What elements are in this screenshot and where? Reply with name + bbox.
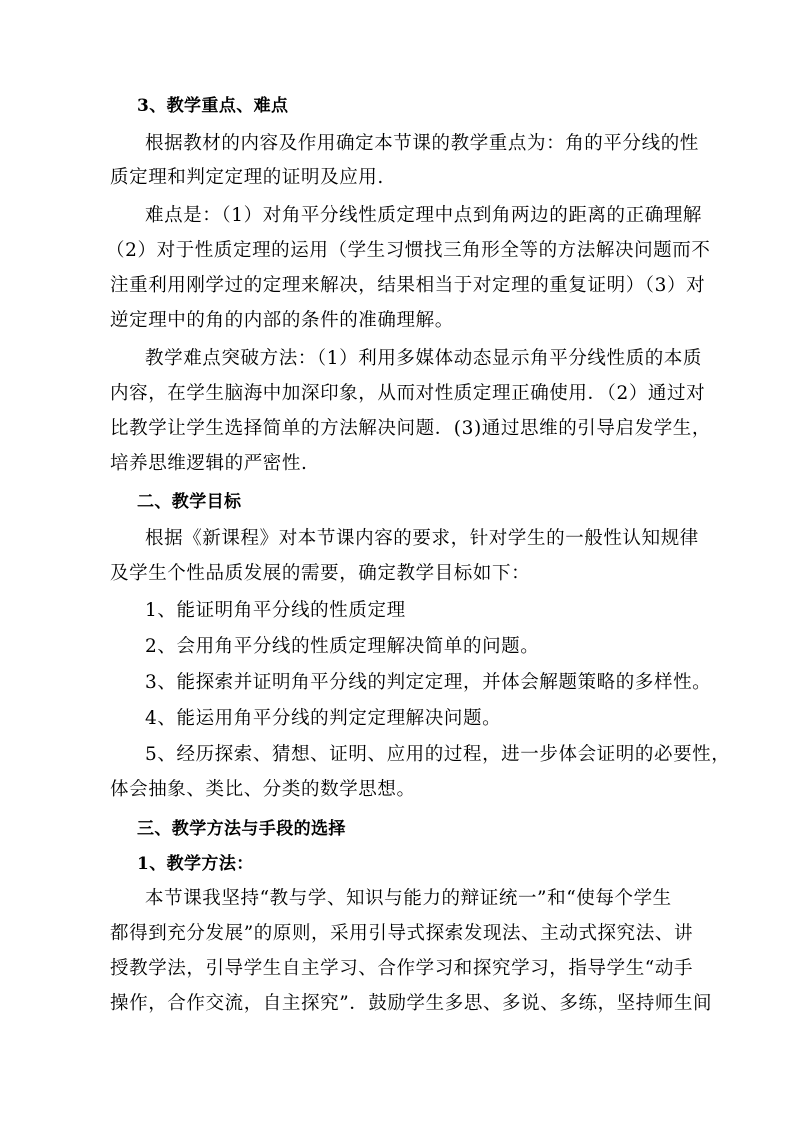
- paragraph-line: 难点是：（1）对角平分线性质定理中点到角两边的距离的正确理解: [145, 205, 703, 226]
- paragraph-line: 本节课我坚持“教与学、知识与能力的辩证统一”和“使每个学生: [145, 888, 672, 909]
- paragraph-line: （2）对于性质定理的运用（学生习惯找三角形全等的方法解决问题而不: [106, 240, 711, 261]
- paragraph-line: 都得到充分发展”的原则，采用引导式探索发现法、主动式探究法、讲: [110, 923, 694, 944]
- paragraph-line: 根据教材的内容及作用确定本节课的教学重点为：角的平分线的性: [145, 133, 699, 154]
- paragraph-line: 内容，在学生脑海中加深印象，从而对性质定理正确使用．（2）通过对: [110, 383, 706, 404]
- list-item: 1、能证明角平分线的性质定理: [145, 600, 406, 621]
- paragraph-line: 体会抽象、类比、分类的数学思想。: [110, 779, 416, 800]
- paragraph-line: 培养思维逻辑的严密性.: [110, 453, 308, 474]
- paragraph-line: 教学难点突破方法：（1）利用多媒体动态显示角平分线性质的本质: [145, 348, 703, 369]
- paragraph-line: 注重利用刚学过的定理来解决，结果相当于对定理的重复证明）（3）对: [110, 275, 706, 296]
- subsection-heading: 1、教学方法：: [137, 854, 254, 874]
- paragraph-line: 根据《新课程》对本节课内容的要求，针对学生的一般性认知规律: [145, 528, 699, 549]
- paragraph-line: 操作，合作交流，自主探究”．鼓励学生多思、多说、多练，坚持师生间: [110, 993, 713, 1014]
- paragraph-line: 质定理和判定定理的证明及应用.: [110, 167, 384, 188]
- list-item: 4、能运用角平分线的判定定理解决问题。: [145, 708, 502, 729]
- paragraph-line: 及学生个性品质发展的需要，确定教学目标如下：: [110, 563, 531, 584]
- paragraph-line: 逆定理中的角的内部的条件的准确理解。: [110, 310, 454, 331]
- list-item: 3、能探索并证明角平分线的判定定理，并体会解题策略的多样性。: [145, 672, 712, 693]
- paragraph-line: 比教学让学生选择简单的方法解决问题．(3)通过思维的引导启发学生，: [110, 418, 712, 439]
- paragraph-line: 授教学法，引导学生自主学习、合作学习和探究学习，指导学生“动手: [110, 958, 694, 979]
- section-heading: 3、教学重点、难点: [137, 96, 289, 116]
- list-item: 5、经历探索、猜想、证明、应用的过程，进一步体会证明的必要性，: [145, 744, 731, 765]
- list-item: 2、会用角平分线的性质定理解决简单的问题。: [145, 636, 540, 657]
- section-heading: 二、教学目标: [137, 492, 242, 512]
- section-heading: 三、教学方法与手段的选择: [137, 819, 346, 839]
